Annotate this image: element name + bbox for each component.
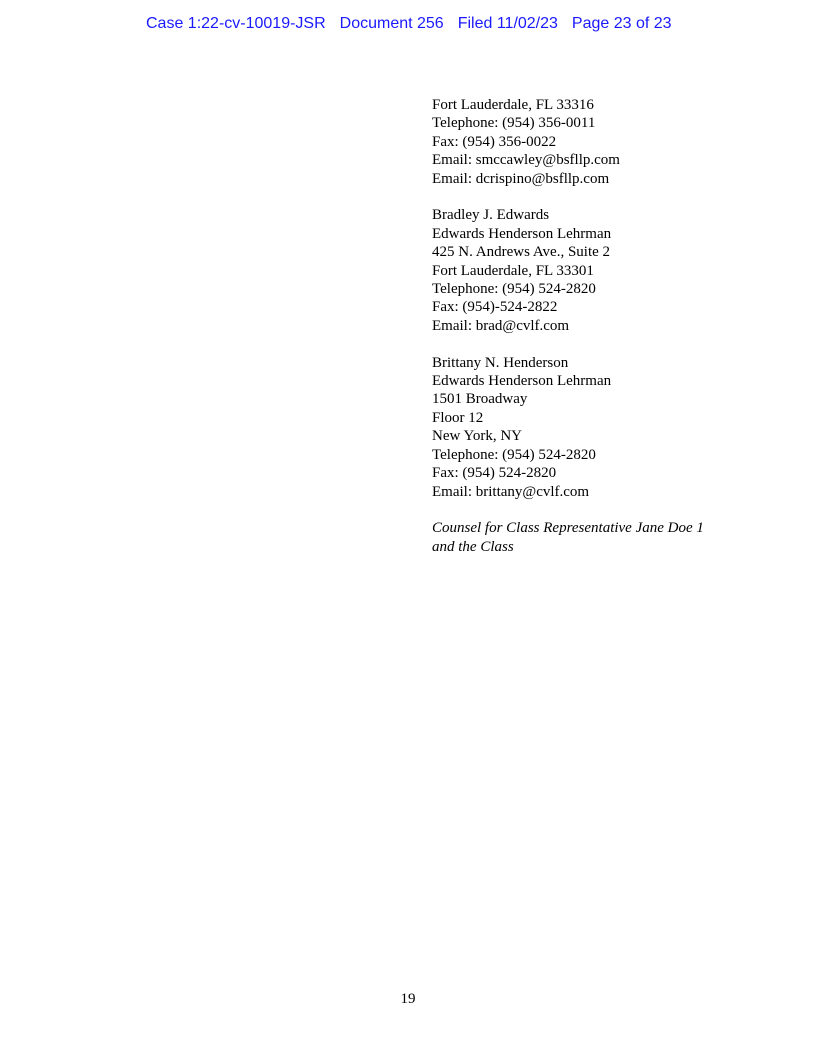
fax-line: Fax: (954) 356-0022 (432, 133, 557, 150)
email-line: Email: brittany@cvlf.com (432, 483, 590, 500)
telephone-line: Telephone: (954) 356-0011 (432, 115, 596, 132)
document-number: Document 256 (339, 15, 444, 32)
case-number: Case 1:22-cv-10019-JSR (146, 15, 326, 32)
email-line: Email: dcrispino@bsfllp.com (432, 170, 610, 187)
firm-name: Edwards Henderson Lehrman (432, 373, 612, 390)
attorney-name: Brittany N. Henderson (432, 354, 569, 371)
counsel-line: Counsel for Class Representative Jane Doe 1 (432, 520, 704, 537)
address-block-boies-schiller (432, 96, 792, 188)
email-line: Email: brad@cvlf.com (432, 317, 570, 334)
address-line: Fort Lauderdale, FL 33301 (432, 262, 594, 279)
page-count: Page 23 of 23 (571, 15, 672, 32)
ecf-filing-header (146, 14, 672, 34)
attorney-name: Bradley J. Edwards (432, 207, 550, 224)
block-spacer (432, 335, 792, 353)
email-line: Email: smccawley@bsfllp.com (432, 152, 620, 169)
address-line: 425 N. Andrews Ave., Suite 2 (432, 244, 611, 261)
attorney-block-edwards (432, 206, 792, 335)
signature-block (432, 96, 792, 556)
block-spacer (432, 501, 792, 519)
telephone-line: Telephone: (954) 524-2820 (432, 446, 596, 463)
telephone-line: Telephone: (954) 524-2820 (432, 281, 596, 298)
counsel-line: and the Class (432, 538, 514, 555)
address-line: Fort Lauderdale, FL 33316 (432, 97, 594, 113)
fax-line: Fax: (954)-524-2822 (432, 299, 558, 316)
counsel-designation (432, 519, 792, 556)
block-spacer (432, 188, 792, 206)
firm-name: Edwards Henderson Lehrman (432, 225, 612, 242)
fax-line: Fax: (954) 524-2820 (432, 465, 557, 482)
address-line: New York, NY (432, 428, 523, 445)
page-number: 19 (400, 991, 416, 1007)
filed-date: Filed 11/02/23 (457, 15, 558, 32)
address-line: Floor 12 (432, 409, 484, 426)
address-line: 1501 Broadway (432, 391, 528, 408)
attorney-block-henderson (432, 354, 792, 501)
